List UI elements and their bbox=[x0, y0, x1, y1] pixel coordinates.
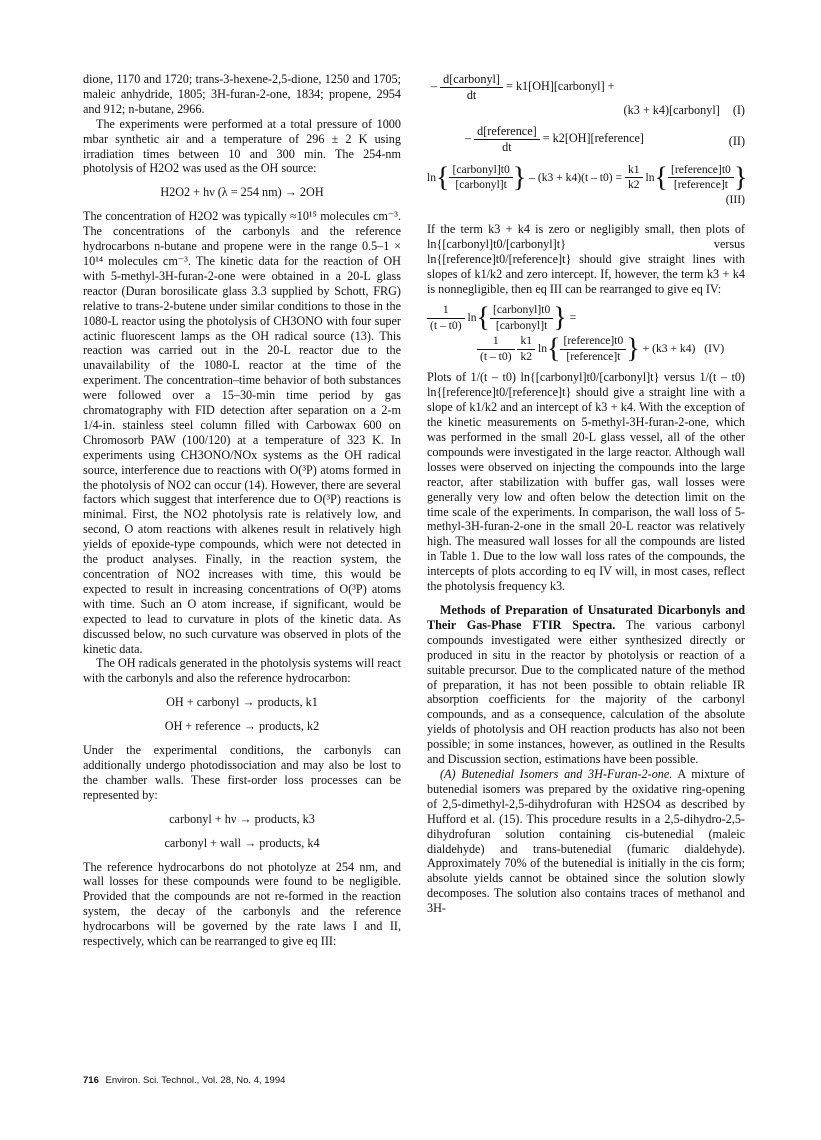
left-column bbox=[83, 72, 401, 949]
paragraph: If the term k3 + k4 is zero or negligibly small, then plots of ln{[carbonyl]t0/[carbonyl]t} versus ln{[reference]t0/[reference]t} should give straight lines with slopes of k1/k2 and zero intercept. If, however, the term k3 + k4 is nonnegligible, then eq III can be rearranged to give eq IV: bbox=[427, 222, 745, 296]
equation-h2o2: H2O2 + hν (λ = 254 nm) → 2OH bbox=[160, 185, 324, 200]
paragraph-butenedial: (A) Butenedial Isomers and 3H-Furan-2-one. A mixture of butenedial isomers was prepared by the oxidative ring-opening of 2,5-dimethyl-2,5-dihydrofuran with H2SO4 as described by Hufford et al. (15). This procedure results in a 2,5-dihydro-2,5-dihydrofuran solution containing cis-butenedial (maleic dialdehyde) and trans-butenedial (fumaric dialdehyde). Approximately 70% of the butenedial is initially in the cis form; absolute yields cannot be obtained since the solution slowly decomposes. The solution also contains traces of methanol and 3H- bbox=[427, 766, 745, 916]
paragraph-methods: Methods of Preparation of Unsaturated Dicarbonyls and Their Gas-Phase FTIR Spectra. The various carbonyl compounds investigated were either synthesized directly or produced in situ in the reactor by photolysis or reaction of a suitable precursor. Due to the complicated nature of the method of preparation, it has not been possible to obtain reliable IR absorption coefficients for the majority of the carbonyl compounds, and as a consequence, calculation of the absolute yields of photolysis and OH reaction products has also not been possible; in some instances, however, as outlined in the Results and Discussion section, estimations have been possible. bbox=[427, 603, 746, 767]
equation-II: – $\frac{\text{d[reference]}}{dt}$ = k2[OH][reference] (II) bbox=[465, 123, 745, 154]
section-heading: Methods of Preparation of Unsaturated Dicarbonyls and Their Gas-Phase FTIR Spectra. bbox=[427, 603, 745, 632]
eqIV-number: (IV) bbox=[704, 341, 725, 355]
eqII-number: (II) bbox=[728, 133, 745, 148]
right-column bbox=[427, 72, 748, 916]
subsection-heading: (A) Butenedial Isomers and 3H-Furan-2-one. bbox=[440, 766, 673, 781]
page-number: 716 bbox=[83, 1075, 99, 1086]
equation-III: ln{ $\frac{\text{[carbonyl]t0}}{\text{[carbonyl]t}}$ } – (k3 + k4)(t – t0) = $\frac{k1}{k2}$ ln{ $\frac{\text{[reference]t0}}{\text{[reference]t}}$ } (III) bbox=[427, 161, 748, 207]
equation-k4: carbonyl + wall → products, k4 bbox=[164, 835, 320, 850]
page-footer bbox=[83, 1075, 285, 1086]
eqI-rhs1: = k1[OH][carbonyl] + bbox=[506, 79, 615, 94]
paragraph: The reference hydrocarbons do not photolyze at 254 nm, and wall losses for these compounds were found to be negligible. Provided that the compounds are not re-formed in the reaction system, the decay of the carbonyls and the reference hydrocarbons will be governed by the rate laws I and II, respectively, which can be rearranged to give eq III: bbox=[83, 859, 401, 949]
eqII-den: dt bbox=[502, 139, 512, 154]
equation-k3: carbonyl + hν → products, k3 bbox=[169, 811, 315, 826]
paragraph: The concentration of H2O2 was typically ≈10¹⁵ molecules cm⁻³. The concentrations of the carbonyls and the reference hydrocarbons n-butane and propene were in the range 0.5–1 × 10¹⁴ molecules cm⁻³. The kinetic data for the reaction of OH with 5-methyl-3H-furan-2-one were obtained in a 20-L glass reactor (Duran borosilicate glass 3.3 supplied by Schott, FRG) relative to trans-2-butene under similar conditions to those in the 1080-L reactor using the photolysis of CH3ONO with four super actinic fluorescent lamps as the OH radical source (13). This reaction was carried out in the 20-L reactor due to the unavailability of the 1080-L reactor at the time of the experiment. The concentration–time behavior of both substances were followed over a 15–30-min time period by gas chromatography with FID detection after separation on a 2-m 1/4-in. stainless steel column filled with Carbowax 600 on Chromosorb PAW (100/120) at a temperature of 323 K. In experiments using CH3ONO/NOx systems as the OH radical source, interference due to reactions with O(³P) atoms formed in the photolysis of NO2 can occur (14). However, there are several factors which suggest that interference due to O(³P) reactions is minimal. First, the NO2 photolysis rate is relatively low, and second, O atom reactions with alkenes result in relatively high yields of epoxide-type compounds, which were not detected in the product analyses. Finally, in the reaction system, the concentration of NO2 increases with time, this would be expected to result in increasing concentrations of O(³P) atoms with time. Such an O atom increase, if significant, would be expected to lead to curvature in plots of the kinetic data. As discussed below, no such curvature was observed in plots of the kinetic data. bbox=[83, 209, 401, 656]
eqII-num: d[reference] bbox=[474, 124, 540, 140]
equation-k2: OH + reference → products, k2 bbox=[164, 719, 320, 734]
paragraph: Under the experimental conditions, the carbonyls can additionally undergo photodissociation and may also be lost to the chamber walls. These first-order loss processes can be represented by: bbox=[83, 743, 401, 802]
paragraph: Plots of 1/(t – t0) ln{[carbonyl]t0/[carbonyl]t} versus 1/(t – t0) ln{[reference]t0/[reference]t} should give a straight line with a slope of k1/k2 and an intercept of k3 + k4. With the exception of the kinetic measurements on 5-methyl-3H-furan-2-one, which was performed in the small 20-L glass vessel, all of the other compounds were investigated in the large reactor. Although wall losses were observed on injecting the compounds into the large reactor, after stabilization with buffer gas, wall losses were generally very low and often below the detection limit on the time scale of the experiments. In comparison, the wall loss of 5-methyl-3H-furan-2-one in the small 20-L reactor was relatively high. The measured wall losses for all the compounds are listed in Table 1. Due to the low wall loss rates of the compounds, the intercepts of plots according to eq IV will, in most cases, reflect the photolysis frequency k3. bbox=[427, 370, 745, 594]
journal-citation: Environ. Sci. Technol., Vol. 28, No. 4, 1994 bbox=[105, 1075, 286, 1086]
equation-k1: OH + carbonyl → products, k1 bbox=[166, 695, 318, 710]
paragraph: The OH radicals generated in the photolysis systems will react with the carbonyls and also the reference hydrocarbon: bbox=[83, 656, 401, 686]
paragraph: The experiments were performed at a total pressure of 1000 mbar synthetic air and a temperature of 296 ± 2 K using irradiation times between 10 and 300 min. The 254-nm photolysis of H2O2 was used as the OH source: bbox=[83, 116, 401, 176]
eqI-den: dt bbox=[466, 87, 477, 102]
eqI-number: (I) bbox=[732, 102, 745, 117]
eqI-rhs2: (k3 + k4)[carbonyl] bbox=[623, 102, 720, 117]
equation-I: – $\frac{\text{d[carbonyl]}}{dt}$ = k1[OH][carbonyl] + (k3 + k4)[carbonyl] (I) bbox=[431, 72, 745, 117]
eqI-num: d[carbonyl] bbox=[440, 72, 503, 88]
eqII-rhs: = k2[OH][reference] bbox=[542, 130, 644, 145]
paragraph: dione, 1170 and 1720; trans-3-hexene-2,5-dione, 1250 and 1705; maleic anhydride, 1805; 3H-furan-2-one, 1834; propene, 2954 and 912; n-butane, 2966. bbox=[83, 72, 401, 116]
eqIII-number: (III) bbox=[725, 193, 745, 207]
equation-IV: $\frac{1}{(t - t0)}$ ln{ $\frac{\text{[carbonyl]t0}}{\text{[carbonyl]t}}$ } = $\frac{1}{(t - t0)}$ $\frac{k1}{k2}$ ln{ $\frac{\text{[reference]t0}}{\text{[reference]t}}$ } + (k3 + k4) (IV) bbox=[427, 303, 745, 365]
